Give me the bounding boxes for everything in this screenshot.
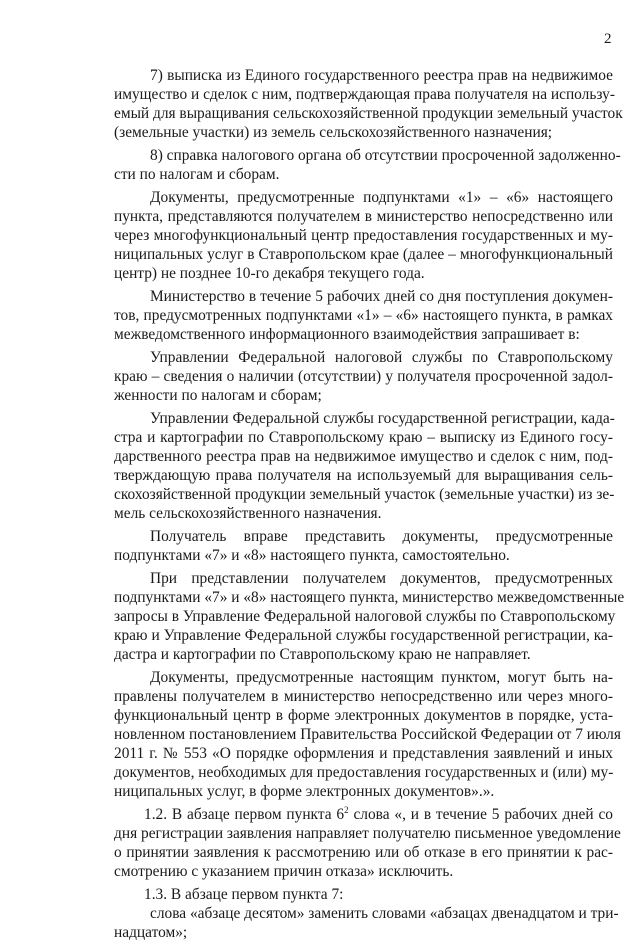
text-line: запросы в Управление Федеральной налоговой службы по Ставропольскому	[114, 608, 616, 625]
page-number: 2	[604, 31, 612, 47]
text-line: о принятии заявления к рассмотрению или об отказе в его принятии к рас-	[114, 844, 613, 861]
text-line: скохозяйственной продукции земельный участок (земельные участки) из зе-	[114, 486, 615, 503]
text-line: Управлении Федеральной налоговой службы по Ставропольскому	[150, 349, 613, 366]
text-line: 8) справка налогового органа об отсутствии просроченной задолженно-	[150, 147, 621, 164]
superscript: 2	[344, 804, 349, 815]
text-line: через многофункциональный центр предоставления государственных и му-	[114, 227, 613, 244]
text-line: мель сельскохозяйственного назначения.	[114, 505, 382, 522]
text-line: Документы, предусмотренные подпунктами «1» – «6» настоящего	[150, 189, 613, 206]
text-line: подпунктами «7» и «8» настоящего пункта, министерство межведомственные	[114, 589, 625, 606]
text-line: надцатом»;	[114, 924, 188, 941]
text-fragment: 1.2. В абзаце первом пункта 6	[144, 806, 345, 823]
text-line: дарственного реестра прав на недвижимое имущество и сделок с ним, под-	[114, 448, 613, 465]
text-line: При представлении получателем документов, предусмотренных	[150, 570, 613, 587]
text-line: Получатель вправе представить документы, предусмотренные	[150, 528, 613, 545]
text-line: краю и Управление Федеральной службы государственной регистрации, ка-	[114, 627, 613, 644]
text-line: правлены получателем в министерство непосредственно или через много-	[114, 688, 613, 705]
text-line: ниципальных услуг в Ставропольском крае (далее – многофункциональный	[114, 246, 613, 263]
text-line: 1.3. В абзаце первом пункта 7:	[144, 886, 344, 903]
text-line: тверждающую права получателя на используемый для выращивания сель-	[114, 467, 613, 484]
text-line: 7) выписка из Единого государственного реестра прав на недвижимое	[150, 67, 613, 84]
text-line: Управлении Федеральной службы государственной регистрации, када-	[150, 410, 615, 427]
text-line: функциональный центр в форме электронных документов в порядке, уста-	[114, 707, 613, 724]
text-line	[144, 806, 613, 824]
text-fragment: слова «, и в течение 5 рабочих дней со	[348, 806, 613, 823]
text-line: (земельные участки) из земель сельскохозяйственного назначения;	[114, 124, 553, 141]
text-line: пункта, представляются получателем в министерство непосредственно или	[114, 208, 613, 225]
text-line: ниципальных услуг, в форме электронных документов».».	[114, 783, 495, 800]
text-line: слова «абзаце десятом» заменить словами «абзацах двенадцатом и три-	[150, 905, 619, 922]
text-line: центр) не позднее 10-го декабря текущего года.	[114, 265, 425, 282]
text-line: краю – сведения о наличии (отсутствии) у получателя просроченной задол-	[114, 368, 613, 385]
text-line: новленном постановлением Правительства Российской Федерации от 7 июля	[114, 726, 621, 743]
text-line: женности по налогам и сборам;	[114, 387, 322, 404]
text-line: стра и картографии по Ставропольскому краю – выписку из Единого госу-	[114, 429, 613, 446]
text-line: тов, предусмотренных подпунктами «1» – «6» настоящего пункта, в рамках	[114, 307, 613, 324]
text-line: дастра и картографии по Ставропольскому краю не направляет.	[114, 646, 531, 663]
text-line: Министерство в течение 5 рабочих дней со дня поступления докумен-	[150, 288, 613, 305]
text-line: сти по налогам и сборам.	[114, 166, 280, 183]
text-line: имущество и сделок с ним, подтверждающая права получателя на использу-	[114, 86, 615, 103]
text-line: смотрению с указанием причин отказа» исключить.	[114, 863, 454, 880]
text-line: 2011 г. № 553 «О порядке оформления и представления заявлений и иных	[114, 745, 613, 762]
text-line: дня регистрации заявления направляет получателю письменное уведомление	[114, 825, 621, 842]
text-line: подпунктами «7» и «8» настоящего пункта, самостоятельно.	[114, 547, 510, 564]
text-line: межведомственного информационного взаимодействия запрашивает в:	[114, 326, 580, 343]
text-line: документов, необходимых для предоставления государственных и (или) му-	[114, 764, 614, 781]
text-line: емый для выращивания сельскохозяйственной продукции земельный участок	[114, 105, 623, 122]
text-line: Документы, предусмотренные настоящим пунктом, могут быть на-	[150, 669, 613, 686]
